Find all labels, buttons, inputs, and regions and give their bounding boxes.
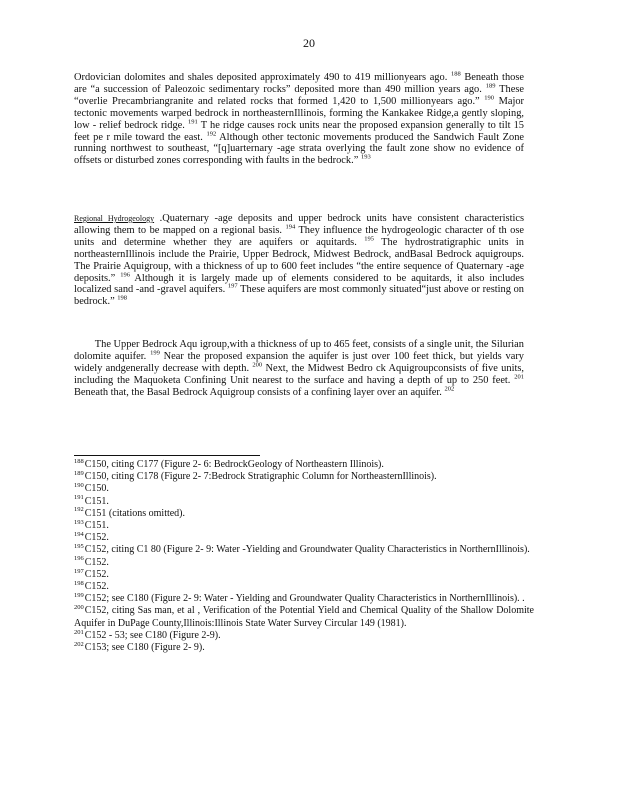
- footnote-item: [74, 544, 534, 556]
- page-number: 20: [303, 36, 315, 50]
- footnote-number: 200: [74, 604, 84, 612]
- footnote-number: 199: [74, 591, 84, 599]
- footnote-ref: 192: [206, 130, 217, 138]
- footnote-item: [74, 508, 534, 520]
- footnote-number: 197: [74, 567, 84, 575]
- paragraph-text: They influence the hydrogeologic character of th ose units and determine whether they are aquifers or aquitards.: [74, 224, 524, 248]
- footnote-item: [74, 532, 534, 544]
- footnote-ref: 194: [285, 223, 296, 231]
- footnote-text: C152, citing Sas man, et al , Verification of the Potential Yield and Chemical Quality of the Shallow Dolomite Aquifer in DuPage County,Illinois:Illinois State Water Survey Circular 149 (1981).: [74, 605, 534, 629]
- footnote-text: C152.: [84, 556, 109, 568]
- footnote-text: C151 (citations omitted).: [84, 507, 186, 519]
- footnote-text: C152, citing C1 80 (Figure 2- 9: Water -Yielding and Groundwater Quality Characteristics in NorthernIllinois).: [84, 544, 530, 556]
- paragraph-text: Beneath those are “a succession of Paleozoic sedimentary rocks” deposited more than 490 million years ago.: [74, 72, 524, 95]
- footnote-number: 201: [74, 628, 84, 636]
- footnote-text: C152.: [84, 532, 109, 544]
- footnote-item: [74, 593, 534, 605]
- paragraph-text: The hydrostratigraphic units in northeasternIllinois include the Prairie, Upper Bedrock, Midwest Bedrock, andBasal Bedrock aquigroups. The Prairie Aquigroup, with a thickness of up to 600 feet includes “the entire sequence of Quaternary -age deposits.”: [74, 236, 524, 284]
- footnote-ref: 199: [150, 349, 160, 357]
- footnote-text: C150, citing C177 (Figure 2- 6: BedrockGeology of Northeastern Illinois).: [84, 459, 384, 470]
- footnote-item: [74, 483, 534, 495]
- footnote-item: [74, 557, 534, 569]
- paragraph-regional-hydrogeology: [74, 213, 524, 308]
- footnote-ref: 196: [120, 271, 131, 279]
- footnote-item: [74, 630, 534, 642]
- footnote-number: 191: [74, 494, 84, 502]
- footnote-number: 188: [74, 457, 84, 465]
- footnote-ref: 202: [444, 385, 455, 393]
- footnote-number: 198: [74, 579, 84, 587]
- footnote-item: [74, 496, 534, 508]
- footnote-item: [74, 581, 534, 593]
- footnote-text: C152; see C180 (Figure 2- 9: Water - Yielding and Groundwater Quality Characteristics in NorthernIllinois). .: [84, 593, 525, 605]
- paragraph-text: .Quaternary -age deposits and upper bedrock units have consistent characteristics allowing them to be mapped on a regional basis.: [74, 213, 524, 236]
- paragraph-text: Beneath that, the Basal Bedrock Aquigroup consists of a confining layer over an aquifer.: [74, 386, 445, 398]
- footnote-number: 192: [74, 506, 84, 514]
- footnote-ref: 197: [227, 282, 238, 290]
- footnote-ref: 198: [117, 294, 128, 302]
- footnote-text: C152.: [84, 581, 109, 593]
- section-heading: Regional Hydrogeology: [74, 214, 155, 223]
- footnote-ref: 200: [252, 361, 263, 369]
- footnote-divider: [74, 455, 260, 456]
- paragraph-geology: [74, 72, 524, 167]
- paragraph-text: These aquifers are most commonly situated“just above or resting on bedrock.”: [74, 284, 525, 308]
- footnote-number: 194: [74, 530, 84, 538]
- paragraph-text: The Upper Bedrock Aqu igroup,with a thickness of up to 465 feet, consists of a single unit, the Silurian dolomite aquifer.: [74, 339, 524, 362]
- footnote-item: [74, 471, 534, 483]
- paragraph-text: Next, the Midwest Bedro ck Aquigroupconsists of five units, including the Maquoketa Confining Unit nearest to the surface and having a depth of up to 250 feet.: [74, 362, 524, 386]
- footnote-text: C151.: [84, 520, 109, 532]
- footnote-item: [74, 459, 534, 471]
- paragraph-text: Near the proposed expansion the aquifer is just over 100 feet thick, but yields vary widely andgenerally decrease with depth.: [74, 350, 524, 374]
- footnote-item: [74, 605, 534, 629]
- footnote-number: 202: [74, 640, 84, 648]
- footnote-ref: 190: [484, 94, 495, 102]
- footnote-text: C151.: [84, 495, 109, 507]
- footnote-number: 189: [74, 469, 84, 477]
- footnote-ref: 191: [188, 118, 198, 126]
- footnote-ref: 193: [360, 153, 371, 161]
- footnote-number: 193: [74, 518, 84, 526]
- footnote-text: C152 - 53; see C180 (Figure 2-9).: [84, 629, 221, 641]
- footnote-text: C150, citing C178 (Figure 2- 7:Bedrock Stratigraphic Column for NortheasternIllinois).: [84, 471, 437, 483]
- footnote-text: C152.: [84, 568, 109, 580]
- footnote-text: C153; see C180 (Figure 2- 9).: [84, 642, 205, 654]
- footnote-ref: 195: [364, 235, 374, 243]
- footnote-item: [74, 642, 534, 654]
- footnote-item: [74, 569, 534, 581]
- footnote-number: 195: [74, 543, 84, 551]
- paragraph-text: Although it is largely made up of elements considered to be aquitards, it also includes localized sand -and -gravel aquifers.: [74, 272, 524, 296]
- paragraph-text: Although other tectonic movements produced the Sandwich Fault Zone running northwest to southeast, “[q]uarternary -age strata overlying the fault zone show no evidence of offsets or disturbed zones corresponding with faults in the bedrock.”: [74, 131, 524, 167]
- paragraph-text: Ordovician dolomites and shales deposited approximately 490 to 419 millionyears ago.: [74, 72, 451, 83]
- paragraph-text: T he ridge causes rock units near the proposed expansion generally to tilt 15 feet pe r mile toward the east.: [74, 119, 524, 143]
- paragraph-text: These “overlie Precambriangranite and related rocks that formed 1,420 to 1,500 millionyears ago.”: [74, 83, 524, 107]
- footnote-number: 196: [74, 555, 84, 563]
- paragraph-text: Major tectonic movements warped bedrock in northeasternIllinois, forming the Kankakee Ridge,a gently sloping, low - relief bedrock ridge.: [74, 95, 524, 131]
- footnote-ref: 189: [485, 82, 496, 90]
- paragraph-upper-bedrock: [74, 339, 524, 399]
- footnote-text: C150.: [84, 483, 109, 495]
- footnote-list: [74, 459, 534, 654]
- footnote-ref: 201: [514, 373, 524, 381]
- footnote-ref: 188: [450, 70, 461, 78]
- footnote-item: [74, 520, 534, 532]
- footnote-number: 190: [74, 482, 84, 490]
